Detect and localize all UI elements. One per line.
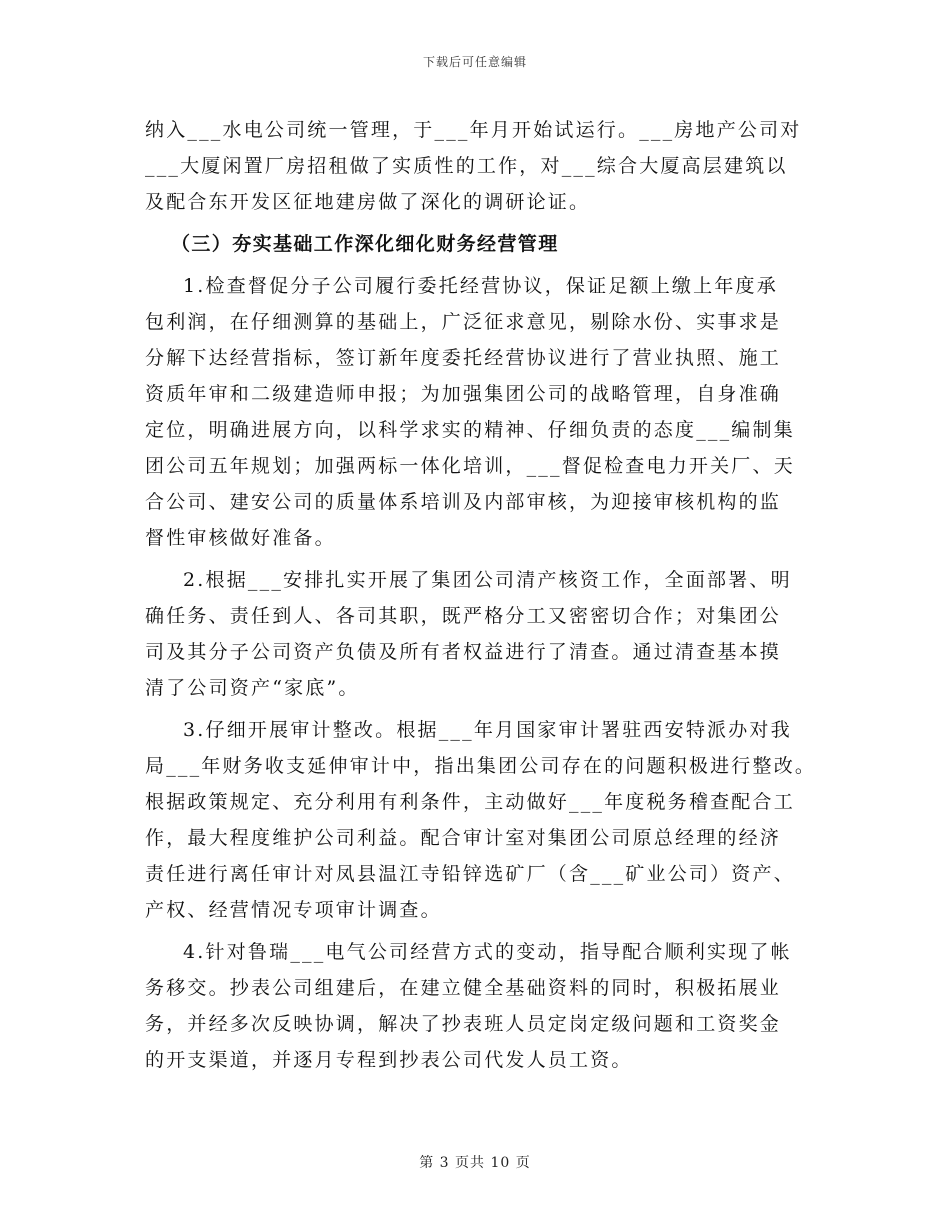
paragraph-0 <box>145 112 825 220</box>
text-line: 督性审核做好准备。 <box>145 527 336 549</box>
text-line: 司及其分子公司资产负债及所有者权益进行了清查。通过清查基本摸 <box>145 641 782 663</box>
text-line: 产权、经营情况专项审计调查。 <box>145 899 442 921</box>
text-line: 作，最大程度维护公司利益。配合审计室对集团公司原总经理的经济 <box>145 827 782 849</box>
text-line: 1.检查督促分子公司履行委托经营协议，保证足额上缴上年度承 <box>183 275 778 297</box>
text-line: 3.仔细开展审计整改。根据___年月国家审计署驻西安特派办对我 <box>183 719 792 741</box>
paragraph-1 <box>145 268 825 556</box>
text-line: 根据政策规定、充分利用有利条件，主动做好___年度税务稽查配合工 <box>145 791 795 813</box>
text-line: 资质年审和二级建造师申报；为加强集团公司的战略管理，自身准确 <box>145 383 782 405</box>
text-line: 定位，明确进展方向，以科学求实的精神、仔细负责的态度___编制集 <box>145 419 795 441</box>
section-heading: （三）夯实基础工作深化细化财务经营管理 <box>171 233 559 255</box>
document-body <box>145 112 825 1078</box>
text-line: 责任进行离任审计对凤县温江寺铅锌选矿厂（含___矿业公司）资产、 <box>145 863 795 885</box>
text-line: 合公司、建安公司的质量体系培训及内部审核，为迎接审核机构的监 <box>145 491 782 513</box>
text-line: 的开支渠道，并逐月专程到抄表公司代发人员工资。 <box>145 1049 633 1071</box>
text-line: 局___年财务收支延伸审计中，指出集团公司存在的问题积极进行整改。 <box>145 755 817 777</box>
text-line: ___大厦闲置厂房招租做了实质性的工作，对___综合大厦高层建筑以 <box>145 155 788 177</box>
page-header: 下载后可任意编辑 <box>422 55 527 69</box>
text-line: 及配合东开发区征地建房做了深化的调研论证。 <box>145 191 591 213</box>
text-line: 包利润，在仔细测算的基础上，广泛征求意见，剔除水份、实事求是 <box>145 311 782 333</box>
text-line: 确任务、责任到人、各司其职，既严格分工又密密切合作；对集团公 <box>145 605 782 627</box>
text-line: 务移交。抄表公司组建后，在建立健全基础资料的同时，积极拓展业 <box>145 977 782 999</box>
text-line: 2.根据___安排扎实开展了集团公司清产核资工作，全面部署、明 <box>183 569 792 591</box>
text-line: 清了公司资产“家底”。 <box>145 677 360 699</box>
text-line: 纳入___水电公司统一管理，于___年月开始试运行。___房地产公司对 <box>145 119 802 141</box>
text-line: 务，并经多次反映协调，解决了抄表班人员定岗定级问题和工资奖金 <box>145 1013 782 1035</box>
paragraph-4 <box>145 934 825 1078</box>
paragraph-2 <box>145 562 825 706</box>
paragraph-3 <box>145 712 825 928</box>
text-line: 团公司五年规划；加强两标一体化培训，___督促检查电力开关厂、天 <box>145 455 795 477</box>
page-number: 第 3 页共 10 页 <box>419 1155 531 1171</box>
text-line: 分解下达经营指标，签订新年度委托经营协议进行了营业执照、施工 <box>145 347 782 369</box>
text-line: 4.针对鲁瑞___电气公司经营方式的变动，指导配合顺利实现了帐 <box>183 941 792 963</box>
